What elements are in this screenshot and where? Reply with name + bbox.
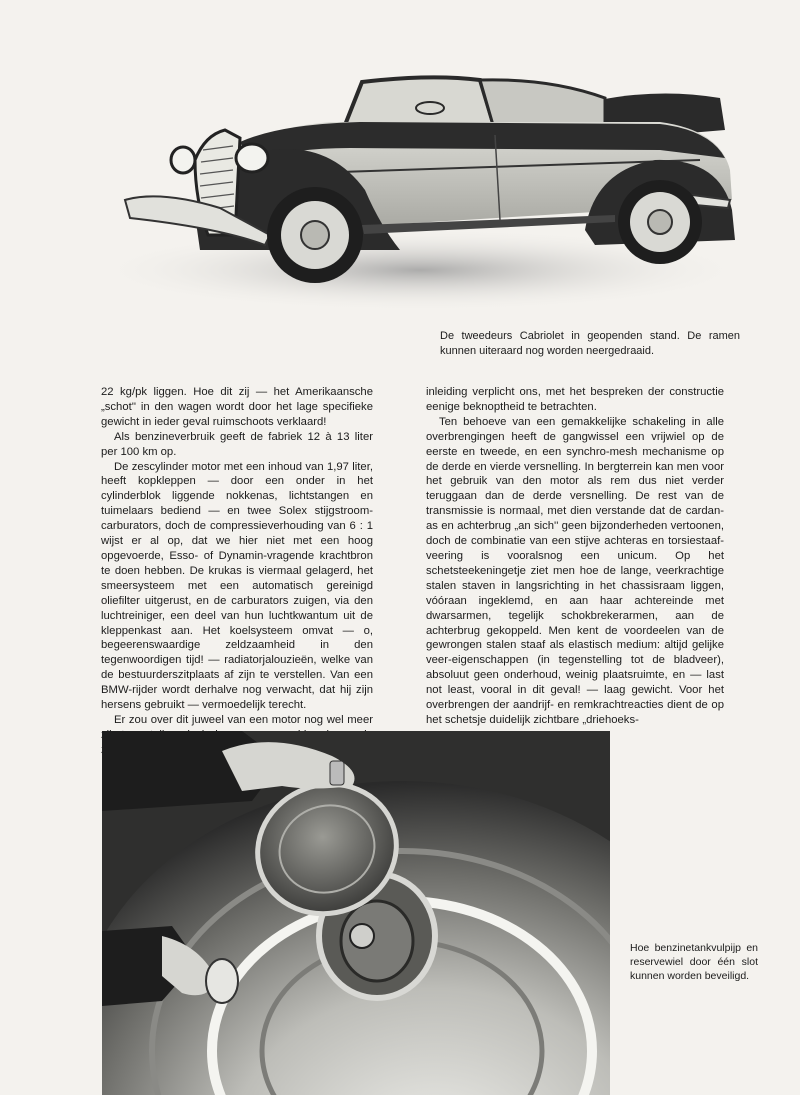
paragraph: Ten behoeve van een gemakkelijke schakeling in alle overbrengingen heeft de gangwissel een vrijwiel op de eerste en tweede, en een synchro-mesh mechanisme op de derde en vierde versnelling. In bergterrein kan men voor het gebruik van den motor als rem dus niet verder teruggaan dan de derde versnelling. De rest van de transmissie is normaal, met dien verstande dat de cardan-as en achterbrug „an sich'' geen bijzonderheden vertoonen, doch de combinatie van een stijve achteras en torsiestaaf-veering is vooralsnog een unicum. Op het schetsteekeningetje ziet men hoe de lange, veerkrachtige stalen staven in langsrichting in het chassisraam liggen, vóóraan ingeklemd, en aan haar achtereinde met dwarsarmen, tegelijk schokbrekerarmen, aan de achterbrug gekoppeld. Men kent de voordeelen van de gewrongen stalen staaf als elastisch medium: altijd gelijke veer-eigenschappen (in tegenstelling tot de bladveer), absoluut geen onderhoud, weinig plaatsruimte, en — last not least, vooral in dit geval! — laag gewicht. Voor het overbrengen der aandrijf- en remkrachtreacties dient de op het schetsje duidelijk zichtbare „driehoeks- xyxy=(426,415,724,726)
cabriolet-illustration xyxy=(100,50,750,310)
left-column xyxy=(101,385,373,758)
cabriolet-drawing xyxy=(100,50,750,310)
top-figure-caption: De tweedeurs Cabriolet in geopenden stand. De ramen kunnen uiteraard nog worden neergedraaid. xyxy=(440,330,740,357)
photo-drawing xyxy=(102,731,610,1095)
article-body xyxy=(101,385,724,726)
bottom-figure-caption: Hoe benzinetankvulpijp en reservewiel door één slot kunnen worden beveiligd. xyxy=(630,942,758,982)
paragraph: Er zou over dit juweel van een motor nog wel meer xyxy=(114,713,373,726)
right-column xyxy=(426,385,724,728)
paragraph: De zescylinder motor met een inhoud van 1,97 liter, heeft kopkleppen — door een onder in het cylinderblok liggende nokkenas, lichtstangen en tuimelaars bediend — en twee Solex stijgstroom-carburators, doch de compressieverhouding van 6 : 1 wijst er al op, dat we hier niet met een hoog opgevoerde, Esso- of Dynamin-vragende krachtbron te doen hebben. De krukas is viermaal gelagerd, het smeersysteem met een automatisch gereinigd oliefilter uitgerust, en de carburators zuigen, via den luchtreiniger, een deel van hun luchtkwantum uit de kleppenkast aan. Het koelsysteem omvat — o, begeerenswaardige zeldzaamheid in den tegenwoordigen tijd! — radiatorjalouzieën, welke van de bestuurderszitplaats af zijn te verstellen. Van een BMW-rijder wordt derhalve nog verwacht, dat hij zijn hersens gebruikt — vermoedelijk terecht. xyxy=(101,460,373,712)
paragraph: Als benzineverbruik geeft de fabriek 12 à 13 liter per 100 km op. xyxy=(101,430,373,458)
fuel-filler-photo xyxy=(102,731,610,1095)
paragraph: inleiding verplicht ons, met het bespreken der constructie eenige beknoptheid te betrachten. xyxy=(426,386,724,413)
paragraph: 22 kg/pk liggen. Hoe dit zij — het Amerikaansche „schot'' in den wagen wordt door het lage specifieke gewicht in ieder geval ruimschoots verklaard! xyxy=(101,386,373,428)
